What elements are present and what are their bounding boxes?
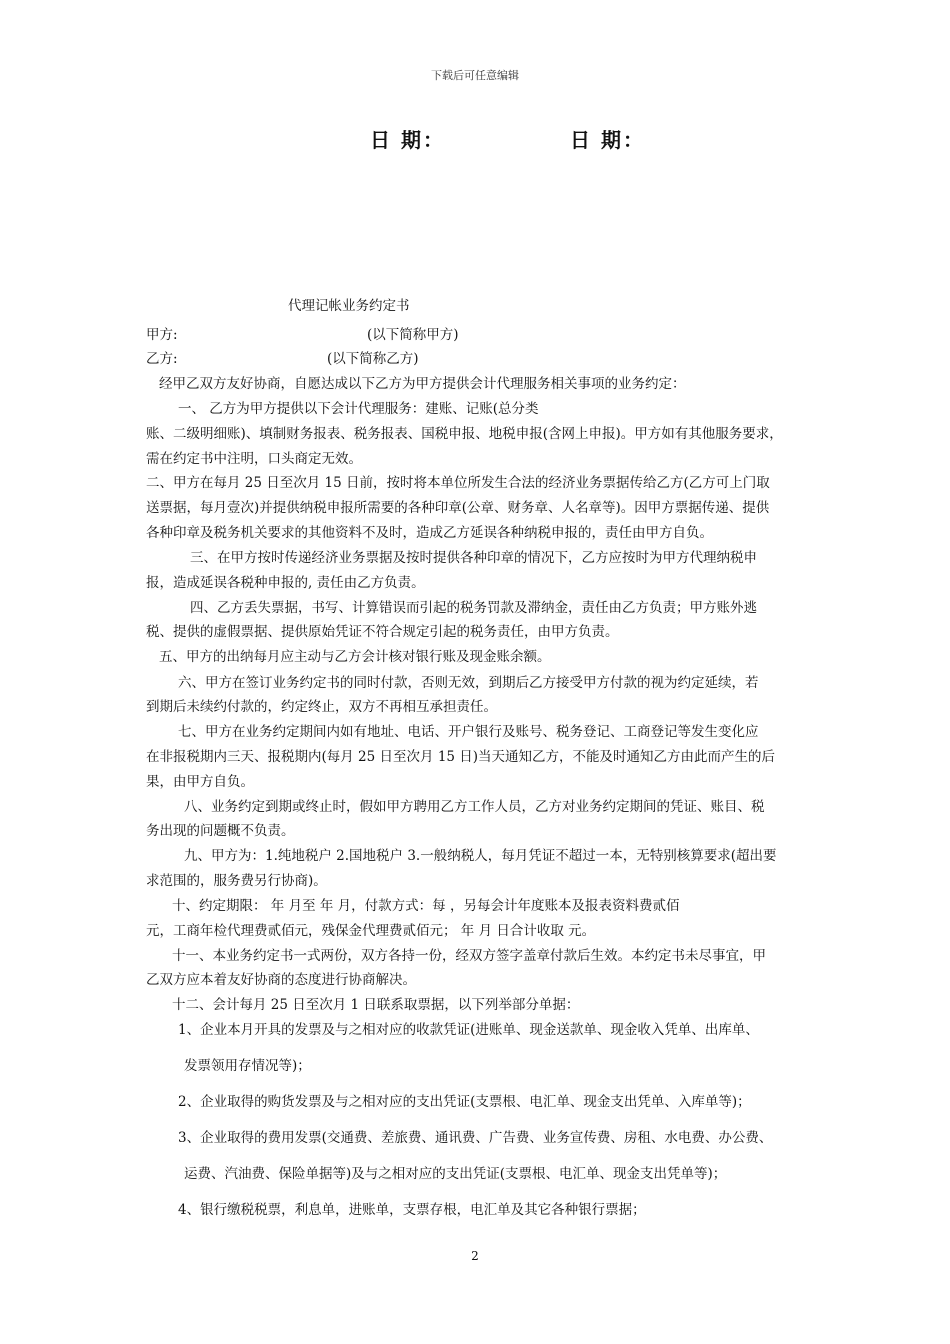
body-line: 元，工商年检代理费贰佰元，残保金代理费贰佰元； 年 月 日合计收取 元。 <box>146 923 596 939</box>
body-line: 七、甲方在业务约定期间内如有地址、电话、开户银行及账号、税务登记、工商登记等发生变化应 <box>178 724 759 740</box>
body-line: 3、企业取得的费用发票(交通费、差旅费、通讯费、广告费、业务宣传费、房租、水电费、办公费、 <box>178 1130 773 1146</box>
party-a-note: (以下简称甲方) <box>367 327 459 343</box>
party-b-label: 乙方: <box>146 351 178 367</box>
body-line: 十一、本业务约定书一式两份，双方各持一份，经双方签字盖章付款后生效。本约定书未尽事宜，甲 <box>172 948 766 964</box>
party-a-label: 甲方: <box>146 327 178 343</box>
body-line: 1、企业本月开具的发票及与之相对应的收款凭证(进账单、现金送款单、现金收入凭单、出库单、 <box>178 1022 759 1038</box>
page-number: 2 <box>471 1249 479 1263</box>
body-line: 十、约定期限： 年 月至 年 月，付款方式：每 ，另每会计年度账本及报表资料费贰佰 <box>172 898 680 914</box>
body-line: 4、银行缴税税票，利息单，进账单，支票存根，电汇单及其它各种银行票据； <box>178 1202 646 1218</box>
body-line: 乙双方应本着友好协商的态度进行协商解决。 <box>146 972 416 988</box>
body-line: 八、业务约定到期或终止时，假如甲方聘用乙方工作人员，乙方对业务约定期间的凭证、账目、税 <box>184 799 765 815</box>
body-line: 四、乙方丢失票据，书写、计算错误而引起的税务罚款及滞纳金，责任由乙方负责；甲方账外逃 <box>190 600 757 616</box>
body-line: 经甲乙双方友好协商，自愿达成以下乙方为甲方提供会计代理服务相关事项的业务约定： <box>159 376 686 392</box>
body-line: 果，由甲方自负。 <box>146 774 254 790</box>
body-line: 各种印章及税务机关要求的其他资料不及时，造成乙方延误各种纳税申报的，责任由甲方自负。 <box>146 525 713 541</box>
body-line: 运费、汽油费、保险单据等)及与之相对应的支出凭证(支票根、电汇单、现金支出凭单等)； <box>184 1166 727 1182</box>
body-line: 二、甲方在每月 25 日至次月 15 日前，按时将本单位所发生合法的经济业务票据传给乙方(乙方可上门取 <box>146 475 770 491</box>
body-line: 求范围的，服务费另行协商)。 <box>146 873 327 889</box>
body-line: 送票据，每月壹次)并提供纳税申报所需要的各种印章(公章、财务章、人名章等)。因甲方票据传递、提供 <box>146 500 770 516</box>
body-line: 务出现的问题概不负责。 <box>146 823 295 839</box>
body-line: 一、 乙方为甲方提供以下会计代理服务：建账、记账(总分类 <box>178 401 539 417</box>
page-header-note: 下载后可任意编辑 <box>431 69 519 82</box>
body-line: 报，造成延误各税种申报的, 责任由乙方负责。 <box>146 575 425 591</box>
body-line: 税、提供的虚假票据、提供原始凭证不符合规定引起的税务责任，由甲方负责。 <box>146 624 619 640</box>
body-line: 三、在甲方按时传递经济业务票据及按时提供各种印章的情况下，乙方应按时为甲方代理纳税申 <box>190 550 757 566</box>
body-line: 六、甲方在签订业务约定书的同时付款，否则无效，到期后乙方接受甲方付款的视为约定延续，若 <box>178 675 759 691</box>
body-line: 十二、会计每月 25 日至次月 1 日联系取票据，以下列举部分单据： <box>172 997 580 1013</box>
body-line: 五、甲方的出纳每月应主动与乙方会计核对银行账及现金账余额。 <box>159 649 551 665</box>
party-b-note: (以下简称乙方) <box>327 351 419 367</box>
body-line: 2、企业取得的购货发票及与之相对应的支出凭证(支票根、电汇单、现金支出凭单、入库单等)； <box>178 1094 751 1110</box>
document-title: 代理记帐业务约定书 <box>288 298 410 314</box>
date-label-right: 日 期： <box>570 128 645 152</box>
body-line: 需在约定书中注明，口头商定无效。 <box>146 451 362 467</box>
body-line: 在非报税期内三天、报税期内(每月 25 日至次月 15 日)当天通知乙方，不能及时通知乙方由此而产生的后 <box>146 749 776 765</box>
body-line: 发票领用存情况等)； <box>184 1058 311 1074</box>
body-line: 到期后未续约付款的，约定终止，双方不再相互承担责任。 <box>146 699 497 715</box>
body-line: 九、甲方为：1.纯地税户 2.国地税户 3.一般纳税人，每月凭证不超过一本，无特别核算要求(超出要 <box>184 848 777 864</box>
body-line: 账、二级明细账)、填制财务报表、税务报表、国税申报、地税申报(含网上申报)。甲方如有其他服务要求， <box>146 426 783 442</box>
date-label-left: 日 期： <box>370 128 445 152</box>
